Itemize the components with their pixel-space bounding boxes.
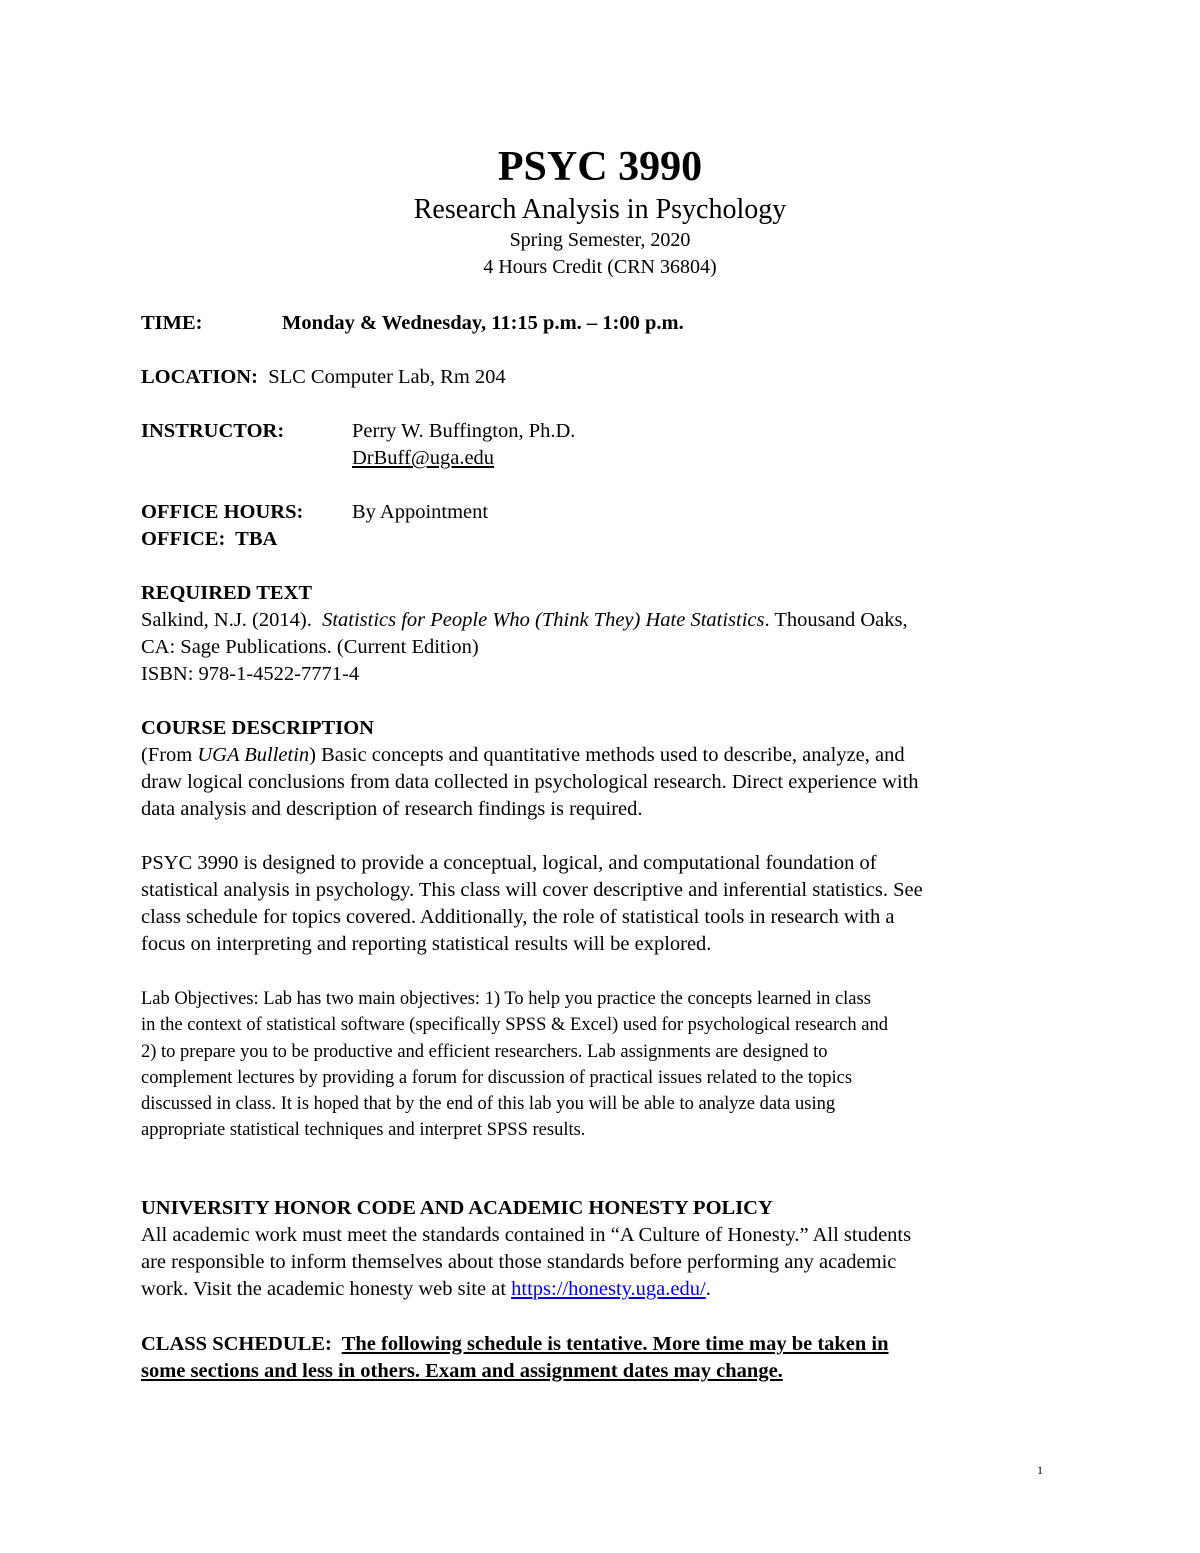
course-title: Research Analysis in Psychology xyxy=(413,194,787,225)
description-p2-line-2: statistical analysis in psychology. This class will cover descriptive and inferential statistics. See xyxy=(141,879,923,901)
office-hours-value: By Appointment xyxy=(352,501,489,523)
instructor-name: Perry W. Buffington, Ph.D. xyxy=(352,420,576,442)
honor-code-heading: UNIVERSITY HONOR CODE AND ACADEMIC HONESTY POLICY xyxy=(141,1197,773,1219)
lab-line-5: discussed in class. It is hoped that by the end of this lab you will be able to analyze data using xyxy=(141,1094,836,1115)
honor-line-2: are responsible to inform themselves about those standards before performing any academic xyxy=(141,1251,897,1273)
office-hours-label: OFFICE HOURS: xyxy=(141,501,304,523)
credit-hours: 4 Hours Credit (CRN 36804) xyxy=(483,256,717,278)
lab-line-3: 2) to prepare you to be productive and efficient researchers. Lab assignments are designed to xyxy=(141,1041,828,1062)
lab-line-4: complement lectures by providing a forum for discussion of practical issues related to the topics xyxy=(141,1067,853,1088)
office-label: OFFICE: xyxy=(141,528,226,550)
citation-line-2: CA: Sage Publications. (Current Edition) xyxy=(141,636,479,658)
honor-line-1: All academic work must meet the standards contained in “A Culture of Honesty.” All students xyxy=(141,1224,912,1246)
required-text-heading: REQUIRED TEXT xyxy=(141,582,313,604)
isbn: ISBN: 978-1-4522-7771-4 xyxy=(141,663,360,685)
honor-line-3-suffix: . xyxy=(705,1278,711,1300)
class-schedule-section xyxy=(141,1331,1071,1385)
description-p1-line-3: data analysis and description of research findings is required. xyxy=(141,798,643,820)
description-p2-line-3: class schedule for topics covered. Additionally, the role of statistical tools in research with a xyxy=(141,906,895,928)
location-value: SLC Computer Lab, Rm 204 xyxy=(268,366,506,388)
instructor-label: INSTRUCTOR: xyxy=(141,420,285,442)
schedule-label: CLASS SCHEDULE: xyxy=(141,1333,332,1355)
description-p2-line-4: focus on interpreting and reporting statistical results will be explored. xyxy=(141,933,712,955)
honor-code-section xyxy=(141,1195,1071,1303)
time-value: Monday & Wednesday, 11:15 p.m. – 1:00 p.m. xyxy=(282,312,684,334)
location-row xyxy=(141,364,506,391)
lab-line-1: Lab Objectives: Lab has two main objectives: 1) To help you practice the concepts learned in class xyxy=(141,989,871,1009)
schedule-note-2: some sections and less in others. Exam and assignment dates may change. xyxy=(141,1360,783,1382)
description-p1-rest: ) Basic concepts and quantitative methods used to describe, analyze, and xyxy=(309,744,905,766)
semester: Spring Semester, 2020 xyxy=(509,229,691,251)
location-label: LOCATION: xyxy=(141,366,258,388)
description-p1-line-2: draw logical conclusions from data collected in psychological research. Direct experience with xyxy=(141,771,919,793)
honor-line-3-prefix: work. Visit the academic honesty web site at xyxy=(141,1278,512,1300)
lab-line-2: in the context of statistical software (specifically SPSS & Excel) used for psychological research and xyxy=(141,1015,888,1036)
bulletin-source: UGA Bulletin xyxy=(197,744,310,766)
page-number: 1 xyxy=(1037,1463,1043,1477)
lab-line-6: appropriate statistical techniques and interpret SPSS results. xyxy=(141,1120,586,1141)
book-title: Statistics for People Who (Think They) Hate Statistics xyxy=(322,609,765,631)
lab-objectives xyxy=(141,986,1071,1144)
honesty-link[interactable]: https://honesty.uga.edu/ xyxy=(511,1278,706,1300)
description-p1-line-1 xyxy=(141,742,1071,769)
honor-line-3 xyxy=(141,1276,1071,1303)
office-value: TBA xyxy=(235,528,278,550)
course-description-heading: COURSE DESCRIPTION xyxy=(141,717,374,739)
description-paragraph-2 xyxy=(141,850,1071,958)
schedule-line-1 xyxy=(141,1331,1071,1358)
schedule-note-1: The following schedule is tentative. More time may be taken in xyxy=(341,1333,889,1355)
description-prefix: (From xyxy=(141,744,198,766)
course-description-section xyxy=(141,715,1071,823)
citation-line-1 xyxy=(141,607,1071,634)
course-code-title: PSYC 3990 xyxy=(497,144,703,190)
time-label: TIME: xyxy=(141,312,203,334)
description-p2-line-1: PSYC 3990 is designed to provide a conceptual, logical, and computational foundation of xyxy=(141,852,877,874)
citation-publisher-1: . Thousand Oaks, xyxy=(764,609,908,631)
required-text-section xyxy=(141,580,1071,688)
instructor-email[interactable]: DrBuff@uga.edu xyxy=(352,447,495,469)
citation-author: Salkind, N.J. (2014). xyxy=(141,609,312,631)
office-row xyxy=(141,526,277,553)
